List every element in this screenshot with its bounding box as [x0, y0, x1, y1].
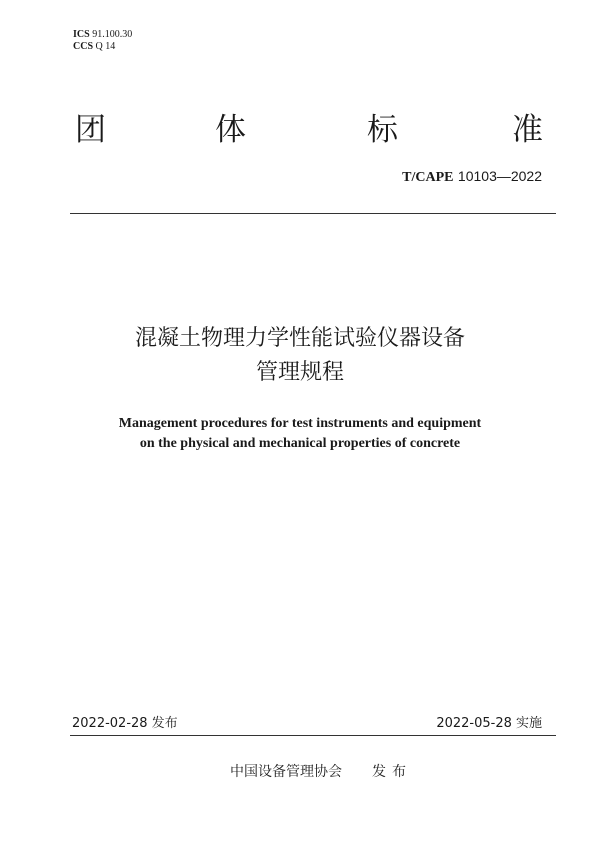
title-cn-line-1: 混凝土物理力学性能试验仪器设备 — [134, 326, 465, 351]
issuer — [230, 761, 412, 781]
publish-date: 2022-02-28 发布 — [72, 716, 178, 731]
ccs-label: CCS — [73, 41, 94, 52]
ccs-code: Q 14 — [95, 41, 116, 52]
header-divider — [70, 213, 556, 214]
ccs-code-row — [73, 41, 132, 53]
issuer-name: 中国设备管理协会 — [230, 764, 342, 780]
ics-label: ICS — [73, 29, 90, 40]
standard-type-heading — [75, 112, 550, 152]
standard-number — [402, 168, 542, 186]
ics-code: 91.100.30 — [92, 29, 133, 40]
ics-code-row — [73, 29, 132, 41]
implement-date: 2022-05-28 实施 — [436, 716, 542, 731]
standard-number-value: 10103—2022 — [457, 168, 542, 184]
title-chinese — [0, 322, 600, 390]
title-english — [0, 414, 600, 454]
standard-type-char-2: 体 — [215, 112, 246, 148]
standard-type-char-3: 标 — [367, 112, 398, 148]
title-en-line-1: Management procedures for test instruments and equipment — [118, 416, 482, 431]
title-en-line-2: on the physical and mechanical properties of concrete — [139, 436, 461, 451]
title-cn-line-2: 管理规程 — [255, 360, 344, 385]
footer-divider — [70, 735, 556, 736]
standard-type-char-1: 团 — [75, 112, 106, 148]
classification-codes — [73, 29, 132, 53]
standard-type-char-4: 准 — [512, 112, 543, 148]
issuer-action: 发布 — [372, 764, 412, 780]
standard-number-prefix: T/CAPE — [402, 170, 454, 185]
